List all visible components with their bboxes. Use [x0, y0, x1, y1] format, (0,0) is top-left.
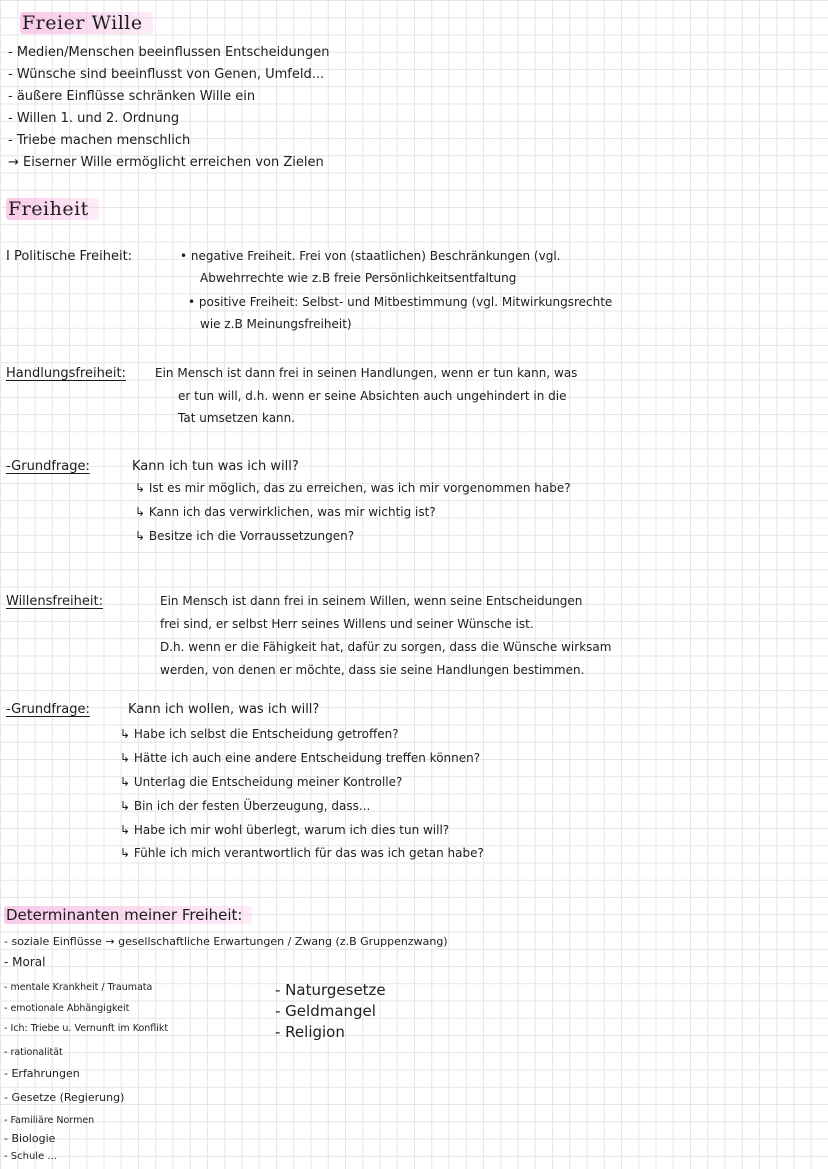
handlung-line: Ein Mensch ist dann frei in seinen Handlungen, wenn er tun kann, was	[155, 366, 578, 380]
determinant-item: - Erfahrungen	[4, 1067, 80, 1080]
determinant-item: - Gesetze (Regierung)	[4, 1091, 125, 1104]
heading-determinanten: Determinanten meiner Freiheit:	[4, 908, 252, 923]
determinant-item: - Ich: Triebe u. Vernunft im Konflikt	[4, 1023, 169, 1034]
determinant-item: - Schule ...	[4, 1151, 57, 1162]
determinant-item-right: - Naturgesetze	[275, 981, 386, 999]
grundfrage-question: Kann ich wollen, was ich will?	[128, 702, 320, 717]
sub-question: ↳ Bin ich der festen Überzeugung, dass...	[120, 799, 371, 813]
determinant-item: - emotionale Abhängigkeit	[4, 1003, 130, 1014]
willen-line: D.h. wenn er die Fähigkeit hat, dafür zu sorgen, dass die Wünsche wirksam	[160, 640, 612, 654]
list-item: - Triebe machen menschlich	[8, 133, 191, 148]
list-item: - Medien/Menschen beeinflussen Entscheidungen	[8, 45, 330, 60]
list-item: - Wünsche sind beeinflusst von Genen, Umfeld...	[8, 67, 325, 82]
list-item: - äußere Einflüsse schränken Wille ein	[8, 89, 256, 104]
sub-question: ↳ Fühle ich mich verantwortlich für das was ich getan habe?	[120, 846, 484, 860]
determinant-item: - mentale Krankheit / Traumata	[4, 982, 153, 993]
list-item: - Willen 1. und 2. Ordnung	[8, 111, 180, 126]
sub-question: ↳ Unterlag die Entscheidung meiner Kontrolle?	[120, 775, 403, 789]
determinant-item: - Familiäre Normen	[4, 1115, 95, 1126]
handlung-line: Tat umsetzen kann.	[178, 411, 296, 425]
politische-freiheit-label: I Politische Freiheit:	[6, 249, 133, 264]
heading-freier-wille: Freier Wille	[20, 14, 153, 33]
willen-line: werden, von denen er möchte, dass sie seine Handlungen bestimmen.	[160, 663, 585, 677]
determinant-item: - soziale Einflüsse → gesellschaftliche Erwartungen / Zwang (z.B Gruppenzwang)	[4, 935, 448, 948]
sub-question: ↳ Habe ich selbst die Entscheidung getroffen?	[120, 727, 399, 741]
politische-line: wie z.B Meinungsfreiheit)	[200, 317, 352, 331]
willen-line: frei sind, er selbst Herr seines Willens und seiner Wünsche ist.	[160, 617, 534, 631]
determinant-item: - Moral	[4, 955, 46, 969]
politische-line: • positive Freiheit: Selbst- und Mitbestimmung (vgl. Mitwirkungsrechte	[188, 295, 613, 309]
politische-line: Abwehrrechte wie z.B freie Persönlichkeitsentfaltung	[200, 271, 517, 285]
sub-question: ↳ Ist es mir möglich, das zu erreichen, was ich mir vorgenommen habe?	[135, 481, 571, 495]
list-item: → Eiserner Wille ermöglicht erreichen von Zielen	[8, 155, 324, 170]
politische-line: • negative Freiheit. Frei von (staatlichen) Beschränkungen (vgl.	[180, 249, 561, 263]
determinant-item: - Biologie	[4, 1132, 56, 1145]
determinant-item: - rationalität	[4, 1047, 63, 1058]
handlungsfreiheit-label: Handlungsfreiheit:	[6, 366, 126, 381]
sub-question: ↳ Besitze ich die Vorraussetzungen?	[135, 529, 355, 543]
handlung-line: er tun will, d.h. wenn er seine Absichten auch ungehindert in die	[178, 389, 567, 403]
willensfreiheit-label: Willensfreiheit:	[6, 594, 103, 609]
sub-question: ↳ Habe ich mir wohl überlegt, warum ich dies tun will?	[120, 823, 450, 837]
sub-question: ↳ Hätte ich auch eine andere Entscheidung treffen können?	[120, 751, 481, 765]
grundfrage-label: -Grundfrage:	[6, 459, 90, 474]
determinant-item-right: - Geldmangel	[275, 1002, 376, 1020]
willen-line: Ein Mensch ist dann frei in seinem Willen, wenn seine Entscheidungen	[160, 594, 583, 608]
grundfrage-label: -Grundfrage:	[6, 702, 90, 717]
heading-freiheit: Freiheit	[6, 200, 99, 219]
sub-question: ↳ Kann ich das verwirklichen, was mir wichtig ist?	[135, 505, 436, 519]
grundfrage-question: Kann ich tun was ich will?	[132, 459, 299, 474]
determinant-item-right: - Religion	[275, 1023, 345, 1041]
